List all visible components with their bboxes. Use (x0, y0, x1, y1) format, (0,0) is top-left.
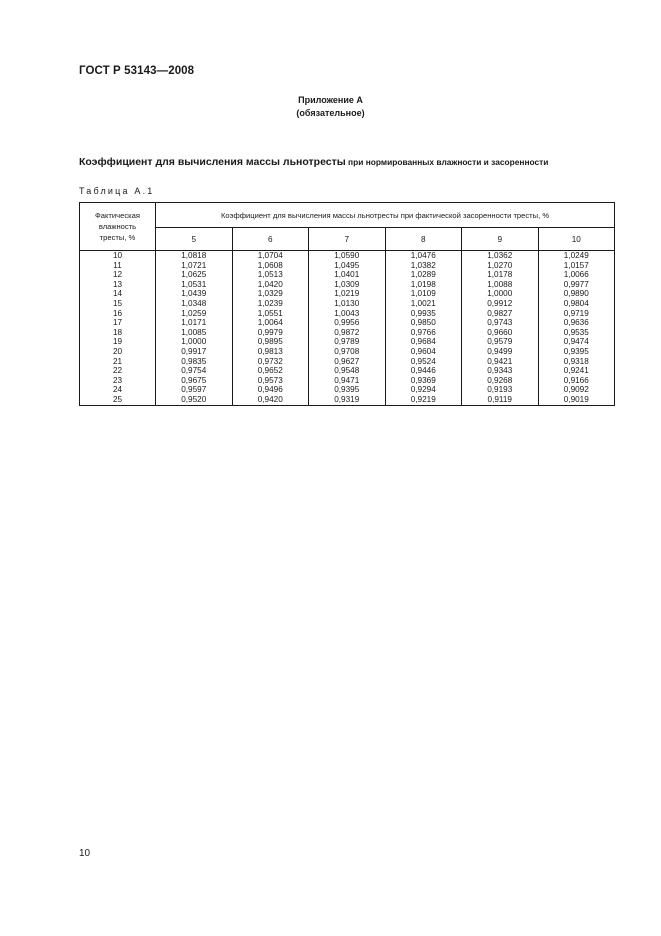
table-cell: 0,9675 (181, 375, 207, 385)
table-cell: 1,0157 (563, 260, 589, 270)
table-cell: 0,9496 (257, 385, 283, 395)
humidity-header-line: влажность (98, 222, 137, 231)
table-cell: 0,9789 (334, 337, 360, 347)
humidity-column-header (80, 203, 156, 251)
contamination-header: 6 (232, 228, 309, 251)
table-cell: 1,0239 (257, 298, 283, 308)
table-cell: 1,0309 (334, 279, 360, 289)
table-cell: 1,0625 (181, 270, 207, 280)
table-cell: 10 (112, 251, 123, 260)
table-cell: 1,0608 (257, 260, 283, 270)
table-cell: 1,0249 (563, 251, 589, 260)
coefficient-column-cell (538, 251, 615, 406)
table-body-row (80, 251, 615, 406)
coefficient-column-cell (156, 251, 233, 406)
table-cell: 24 (112, 385, 123, 395)
table-cell: 0,9369 (410, 375, 436, 385)
table-cell: 1,0085 (181, 327, 207, 337)
table-cell: 0,9395 (334, 385, 360, 395)
table-cell: 0,9420 (257, 394, 283, 404)
table-cell: 1,0495 (334, 260, 360, 270)
table-cell: 1,0259 (181, 308, 207, 318)
table-cell: 0,9708 (334, 346, 360, 356)
table-cell: 0,9754 (181, 366, 207, 376)
table-cell: 0,9719 (563, 308, 589, 318)
table-cell: 0,9627 (334, 356, 360, 366)
table-cell: 1,0476 (410, 251, 436, 260)
table-cell: 1,0590 (334, 251, 360, 260)
contamination-header: 8 (385, 228, 462, 251)
coefficient-column-cell (309, 251, 386, 406)
table-cell: 0,9660 (487, 327, 513, 337)
humidity-header-line: тресты, % (99, 233, 136, 242)
contamination-header: 9 (462, 228, 539, 251)
table-cell: 1,0000 (487, 289, 513, 299)
table-cell: 1,0171 (181, 318, 207, 328)
table-cell: 0,9548 (334, 366, 360, 376)
table-cell: 14 (112, 289, 123, 299)
table-cell: 0,9219 (410, 394, 436, 404)
document-code: ГОСТ Р 53143—2008 (79, 65, 195, 77)
table-cell: 1,0721 (181, 260, 207, 270)
table-cell: 0,9524 (410, 356, 436, 366)
table-cell: 0,9343 (487, 366, 513, 376)
table-cell: 1,0362 (487, 251, 513, 260)
table-cell: 0,9119 (487, 394, 512, 404)
table-cell: 23 (112, 375, 123, 385)
table-cell: 13 (112, 279, 123, 289)
table-cell: 0,9890 (563, 289, 589, 299)
contamination-header: 10 (538, 228, 615, 251)
table-cell: 0,9319 (334, 394, 360, 404)
table-cell: 25 (112, 394, 123, 404)
coefficient-column-cell (232, 251, 309, 406)
table-cell: 0,9241 (563, 366, 589, 376)
table-cell: 0,9471 (334, 375, 360, 385)
table-cell: 0,9977 (563, 279, 589, 289)
table-cell: 0,9732 (257, 356, 283, 366)
table-cell: 0,9573 (257, 375, 283, 385)
section-heading (79, 156, 639, 168)
table-cell: 0,9499 (487, 346, 513, 356)
table-cell: 1,0130 (334, 298, 360, 308)
table-cell: 0,9294 (410, 385, 436, 395)
table-cell: 0,9395 (563, 346, 589, 356)
table-cell: 1,0109 (410, 289, 436, 299)
table-cell: 1,0088 (487, 279, 513, 289)
appendix-status: (обязательное) (296, 108, 365, 118)
table-cell: 1,0064 (257, 318, 283, 328)
table-cell: 0,9535 (563, 327, 589, 337)
coefficient-column-cell (462, 251, 539, 406)
table-cell: 0,9827 (487, 308, 513, 318)
table-cell: 0,9268 (487, 375, 513, 385)
table-cell: 0,9956 (334, 318, 360, 328)
table-cell: 0,9979 (257, 327, 283, 337)
table-cell: 1,0178 (487, 270, 513, 280)
table-cell: 1,0551 (257, 308, 283, 318)
table-cell: 1,0704 (257, 251, 283, 260)
table-cell: 1,0420 (257, 279, 283, 289)
table-cell: 0,9092 (563, 385, 589, 395)
table-cell: 0,9446 (410, 366, 436, 376)
table-cell: 1,0289 (410, 270, 436, 280)
table-cell: 0,9604 (410, 346, 436, 356)
table-cell: 1,0818 (181, 251, 207, 260)
table-cell: 1,0401 (334, 270, 360, 280)
table-cell: 0,9804 (563, 298, 589, 308)
table-cell: 0,9579 (487, 337, 513, 347)
table-cell: 1,0270 (487, 260, 513, 270)
table-cell: 0,9895 (257, 337, 283, 347)
table-cell: 0,9166 (563, 375, 589, 385)
table-cell: 1,0348 (181, 298, 207, 308)
table-cell: 0,9872 (334, 327, 360, 337)
heading-main: Коэффициент для вычисления массы льнотресты (79, 156, 346, 168)
humidity-header-line: Фактическая (95, 211, 140, 220)
table-cell: 0,9474 (563, 337, 589, 347)
table-cell: 1,0000 (181, 337, 207, 347)
coefficient-table (79, 202, 615, 406)
page-number: 10 (79, 848, 91, 859)
table-cell: 0,9636 (563, 318, 589, 328)
table-cell: 1,0329 (257, 289, 283, 299)
table-cell: 0,9917 (181, 346, 207, 356)
table-cell: 0,9813 (257, 346, 283, 356)
table-cell: 1,0198 (410, 279, 436, 289)
table-cell: 1,0531 (181, 279, 207, 289)
heading-rest: при нормированных влажности и засоренности (345, 157, 549, 167)
table-cell: 0,9912 (487, 298, 513, 308)
humidity-values-cell (80, 251, 156, 406)
table-label: Таблица А.1 (79, 186, 155, 196)
table-cell: 15 (112, 298, 123, 308)
table-cell: 0,9835 (181, 356, 207, 366)
appendix-title: Приложение А (298, 95, 363, 105)
table-cell: 0,9652 (257, 366, 283, 376)
table-cell: 18 (112, 327, 123, 337)
table-cell: 1,0382 (410, 260, 436, 270)
table-cell: 1,0021 (410, 298, 436, 308)
table-cell: 0,9597 (181, 385, 207, 395)
table-cell: 1,0219 (334, 289, 360, 299)
table-cell: 0,9318 (563, 356, 589, 366)
contamination-header: 7 (309, 228, 386, 251)
coefficient-column-cell (385, 251, 462, 406)
table-cell: 0,9743 (487, 318, 513, 328)
table-cell: 21 (112, 356, 123, 366)
coefficient-header: Коэффициент для вычисления массы льнотресты при фактической засоренности тресты, % (156, 203, 615, 228)
table-cell: 1,0513 (257, 270, 283, 280)
table-cell: 17 (112, 318, 123, 328)
table-cell: 0,9766 (410, 327, 436, 337)
table-cell: 1,0439 (181, 289, 207, 299)
table-cell: 0,9193 (487, 385, 513, 395)
table-cell: 20 (112, 346, 123, 356)
table-cell: 1,0066 (563, 270, 589, 280)
table-cell: 16 (112, 308, 123, 318)
table-cell: 11 (113, 260, 122, 270)
table-cell: 0,9684 (410, 337, 436, 347)
table-cell: 12 (112, 270, 123, 280)
table-cell: 0,9520 (181, 394, 207, 404)
table-cell: 0,9935 (410, 308, 436, 318)
contamination-header: 5 (156, 228, 233, 251)
table-cell: 1,0043 (334, 308, 360, 318)
table-cell: 19 (112, 337, 123, 347)
table-cell: 0,9019 (563, 394, 589, 404)
table-cell: 0,9850 (410, 318, 436, 328)
table-cell: 22 (112, 366, 123, 376)
table-cell: 0,9421 (487, 356, 513, 366)
